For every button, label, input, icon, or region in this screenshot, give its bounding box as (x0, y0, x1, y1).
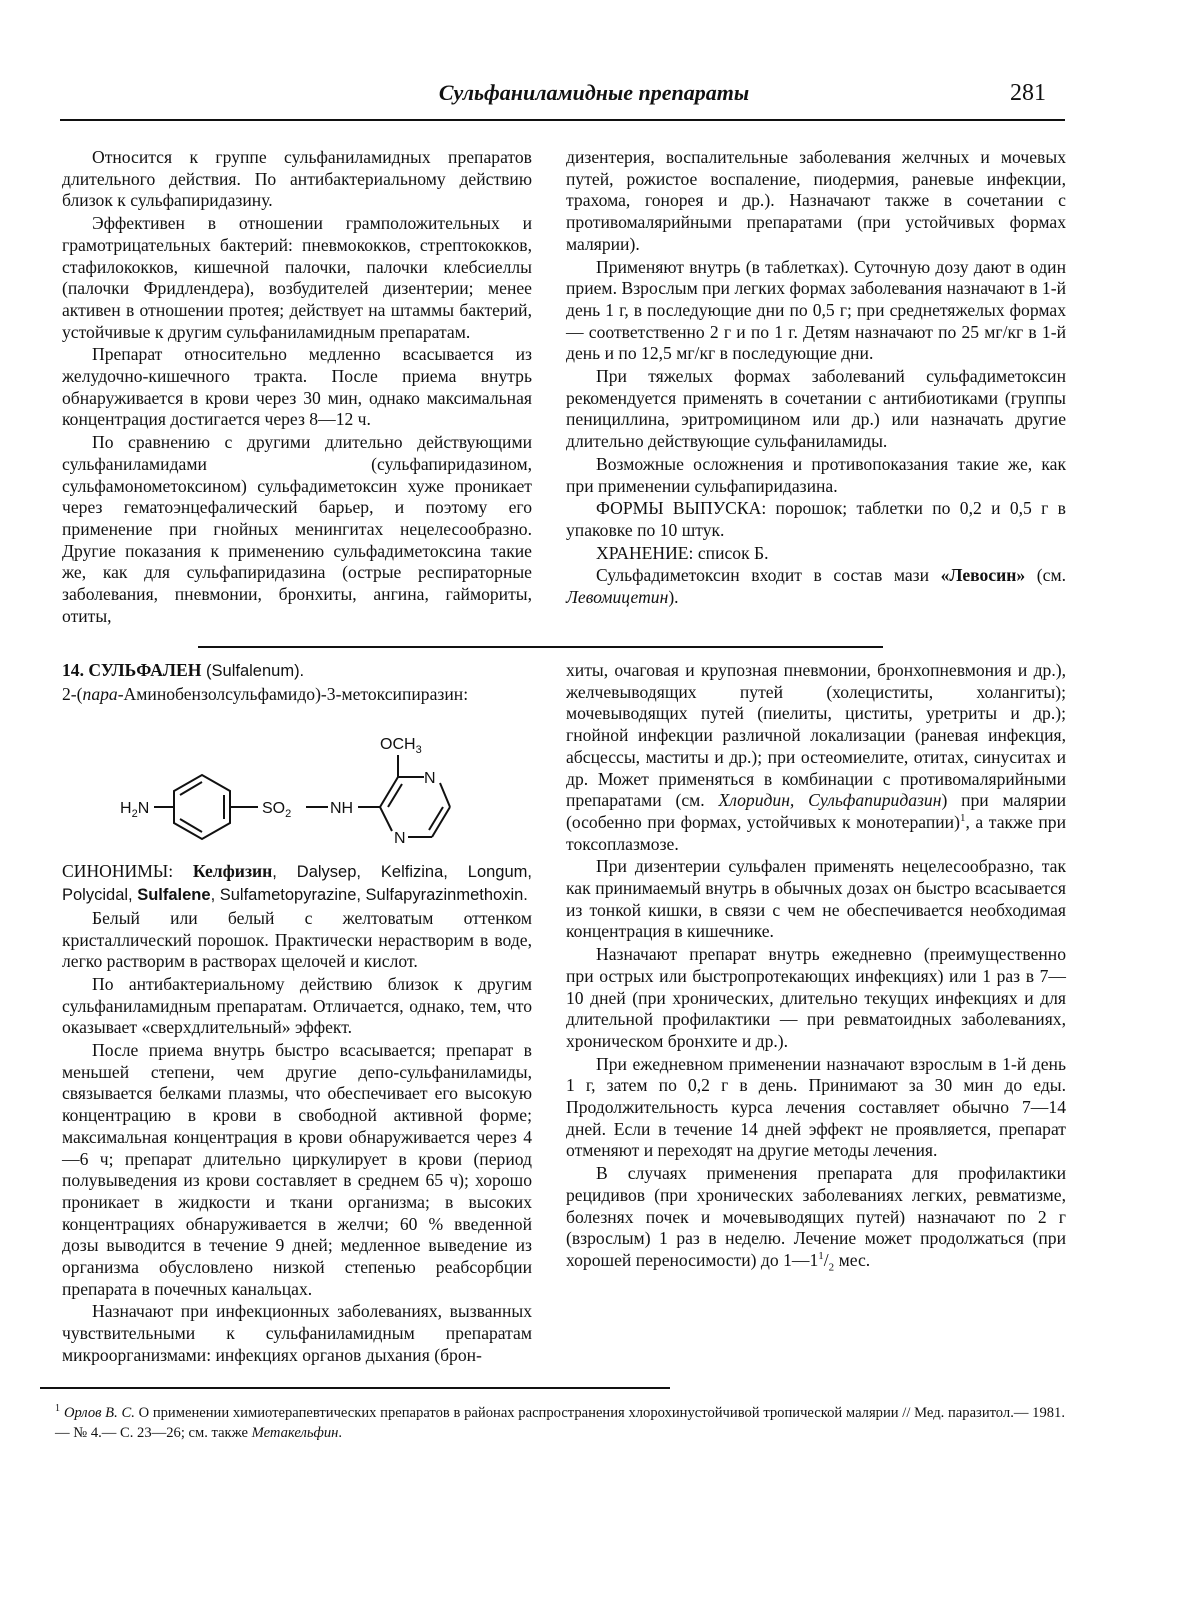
synonym-primary: Келфизин (173, 861, 273, 882)
text-run: пара (82, 683, 118, 704)
header-rule (60, 119, 1065, 121)
storage-label: ХРАНЕНИЕ: (596, 542, 694, 563)
drug-latin-name: (Sulfalenum). (201, 662, 305, 680)
paragraph: Препарат относительно медленно всасывается из желудочно-кишечного тракта. После приема внутрь обнаруживается в крови через 30 мин, однако максимальная концентрация достигается через 8—12 ч. (62, 344, 532, 430)
footnote-rule (40, 1387, 670, 1389)
text-run: , Sulfametopyrazine, Sulfapyrazinmethoxin. (210, 886, 528, 905)
cross-reference: Метакельфин (251, 1424, 339, 1441)
ring-bond (440, 783, 450, 807)
section-a-right-column (566, 147, 1066, 610)
section-divider (198, 646, 883, 648)
synonyms-label: СИНОНИМЫ: (62, 861, 174, 882)
text-run: Сульфадиметоксин входит в состав мази (596, 565, 941, 586)
paragraph: После приема внутрь быстро всасывается; препарат в меньшей степени, чем другие депо-сульфаниламиды, связывается белками плазмы, что обеспечивает его высокую концентрацию в крови в свободной активной форме; максимальная концентрация в крови обнаруживается через 4—6 ч; препарат длительно циркулирует в крови (период полувыведения из крови составляет в среднем 65 ч); хорошо проникает в жидкости и ткани организма; в высоких концентрациях обнаруживается в желчи; 60 % введенной дозы выводится в течение 9 дней; медленное выведение из организма обусловлено низкой степенью реабсорбции препарата в почечных канальцах. (62, 1040, 532, 1299)
drug-title: 14. СУЛЬФАЛЕН (62, 660, 202, 680)
synonym-primary: Sulfalene (137, 886, 211, 905)
drug-heading (62, 660, 532, 683)
text-run: , а также при токсоплазмозе. (566, 811, 1066, 854)
text-run: В случаях применения препарата для профилактики рецидивов (при хронических заболеваниях легких, ревматизме, болезнях почек и мочевыводящих путей) назначают по 2 г (взрослым) 1 раз в неделю. Лечение может продолжаться (при хорошей переносимости) до 1—1 (566, 1163, 1066, 1270)
paragraph: При тяжелых формах заболеваний сульфадиметоксин рекомендуется применять в сочетании с антибиотиками (группы пенициллина, эритромицином или др.) или назначать другие длительно действующие сульфаниламиды. (566, 366, 1066, 452)
fraction-denominator: 2 (828, 1261, 835, 1274)
paragraph: Белый или белый с желтоватым оттенком кристаллический порошок. Практически нерастворим в воде, легко растворим в растворах щелочей и кислот. (62, 907, 532, 972)
footnote-text: О применении химиотерапевтических препаратов в районах распространения хлорохинустойчивой тропической малярии // Мед. паразитол.— 1981.— № 4.— С. 23—26; см. также (55, 1404, 1065, 1441)
chemical-name (62, 684, 532, 706)
paragraph: При ежедневном применении назначают взрослым в 1-й день 1 г, затем по 0,2 г в день. Принимают за 30 мин до еды. Продолжительность курса лечения составляет обычно 7—14 дней. Если в течение 14 дней эффект не проявляется, препарат отменяют и переходят на другие методы лечения. (566, 1053, 1066, 1161)
release-forms (566, 498, 1066, 541)
paragraph: По антибактериальному действию близок к другим сульфаниламидным препаратам. Отличается, однако, тем, что оказывает «сверхдлительный» эффект. (62, 973, 532, 1038)
text-run: (см. (1025, 565, 1066, 586)
paragraph: Относится к группе сульфаниламидных препаратов длительного действия. По антибактериальному действию близок к сульфапиридазину. (62, 147, 532, 211)
page-number: 281 (1010, 80, 1046, 106)
storage-text: список Б. (693, 542, 769, 563)
fraction-numerator: 1 (818, 1250, 824, 1263)
paragraph: дизентерия, воспалительные заболевания желчных и мочевых путей, рожистое воспаление, пиодермия, раневые инфекции, трахома, гонорея и др.). Назначают также в сочетании с противомалярийными препаратами (при устойчивых формах малярии). (566, 147, 1066, 254)
footnote-mark: 1 (55, 1403, 60, 1414)
paragraph: Возможные осложнения и противопоказания такие же, как при применении сульфапиридазина. (566, 453, 1066, 496)
text-run: ). (668, 587, 679, 608)
footnote (55, 1399, 1065, 1443)
cross-reference: Хлоридин, Сульфапиридазин (718, 790, 942, 811)
storage (566, 543, 1066, 565)
paragraph: Эффективен в отношении грамположительных и грамотрицательных бактерий: пневмококков, стрептококков, стафилококков, кишечной палочки, палочки клебсиеллы (палочки Фридлендера), возбудителей дизентерии; менее активен в отношении протея; действует на штаммы бактерий, устойчивые к другим сульфаниламидным препаратам. (62, 213, 532, 342)
text-run: ) при малярии (особенно при формах, устойчивых к монотерапии) (566, 790, 1067, 832)
paragraph: Назначают препарат внутрь ежедневно (преимущественно при острых или быстропротекающих инфекциях) или 1 раз в 7—10 дней (при хронических, длительно текущих инфекциях и для длительной профилактики — при ревматоидных заболеваниях, хроническом бронхите и др.). (566, 944, 1066, 1051)
amine-group-label: $H_2N$ (120, 800, 150, 821)
methoxy-group-label: $OCH_3$ (380, 736, 422, 757)
benzene-ring (174, 775, 230, 839)
sulfonyl-group-label: $SO_2$ (262, 800, 292, 821)
text-run: -Аминобензолсульфамидо)-3-метоксипиразин: (117, 683, 469, 704)
text-run: 2-( (62, 683, 83, 704)
fraction-slash: / (823, 1249, 829, 1270)
paragraph: При дизентерии сульфален применять нецелесообразно, так как принимаемый внутрь в обычных дозах он быстро всасывается из тонкой кишки, в связи с чем не обеспечивается необходимая концентрация в кишечнике. (566, 856, 1066, 942)
footnote-marker: 1 (959, 812, 966, 825)
structural-formula-svg (62, 709, 532, 847)
cross-reference: Левомицетин (566, 587, 669, 608)
section-a-left-column (62, 147, 532, 628)
ring-nitrogen-label: N (424, 770, 436, 788)
imino-group-label: NH (330, 800, 354, 818)
release-forms-text: порошок; таблетки по 0,2 и 0,5 г в упаковке по 10 штук. (566, 498, 1066, 540)
double-bond-line (388, 784, 402, 807)
ring-nitrogen-label: N (394, 830, 406, 848)
ring-bond (380, 807, 392, 831)
section-b-right-column (566, 660, 1066, 1273)
text-run: хиты, очаговая и крупозная пневмонии, бронхопневмония и др.), желчевыводящих путей (холециститы, холангиты); мочевыводящих путей (пиелиты, циститы, уретриты и др.); гнойной инфекции различной локализации (раневая инфекция, абсцессы, маститы и др.); при остеомиелите, отитах, синуситах и др. Может применяться в комбинации с противомалярийными препаратами (см. (566, 660, 1066, 811)
text-run: , Dalysep, Kelfizina, Longum, Polycidal, (62, 863, 532, 905)
paragraph (566, 565, 1066, 608)
paragraph: Применяют внутрь (в таблетках). Суточную дозу дают в один прием. Взрослым при легких формах заболевания назначают в 1-й день 1 г, в последующие дни по 0,5 г; при среднетяжелых формах — соответственно 2 г и по 1 г. Детям назначают по 25 мг/кг в 1-й день и по 12,5 мг/кг в последующие дни. (566, 256, 1066, 364)
paragraph: Назначают при инфекционных заболеваниях, вызванных чувствительными к сульфаниламидным препаратам микроорганизмами: инфекциях органов дыхания (брон- (62, 1301, 532, 1365)
double-bond-line (180, 819, 202, 832)
structural-formula (62, 709, 532, 847)
synonyms (62, 861, 532, 906)
section-b-left-column (62, 660, 532, 1368)
release-forms-label: ФОРМЫ ВЫПУСКА: (596, 498, 767, 519)
ring-bond (380, 777, 398, 807)
double-bond-line (429, 807, 443, 830)
footnote-author: Орлов В. С. (64, 1404, 135, 1421)
paragraph (566, 1163, 1066, 1272)
paragraph: По сравнению с другими длительно действующими сульфаниламидами (сульфапиридазином, сульфамонометоксином) сульфадиметоксин хуже проникает через гематоэнцефалический барьер, и поэтому его применение при гнойных менингитах нецелесообразно. Другие показания к применению сульфадиметоксина такие же, как для сульфапиридазина (острые респираторные заболевания, пневмонии, бронхиты, ангина, гаймориты, отиты, (62, 432, 532, 626)
paragraph (566, 660, 1066, 855)
ointment-name: «Левосин» (940, 565, 1026, 586)
text-run: . (338, 1424, 343, 1441)
running-header-title: Сульфаниламидные препараты (438, 80, 750, 105)
text-run: мес. (834, 1249, 871, 1270)
double-bond-line (180, 782, 202, 795)
